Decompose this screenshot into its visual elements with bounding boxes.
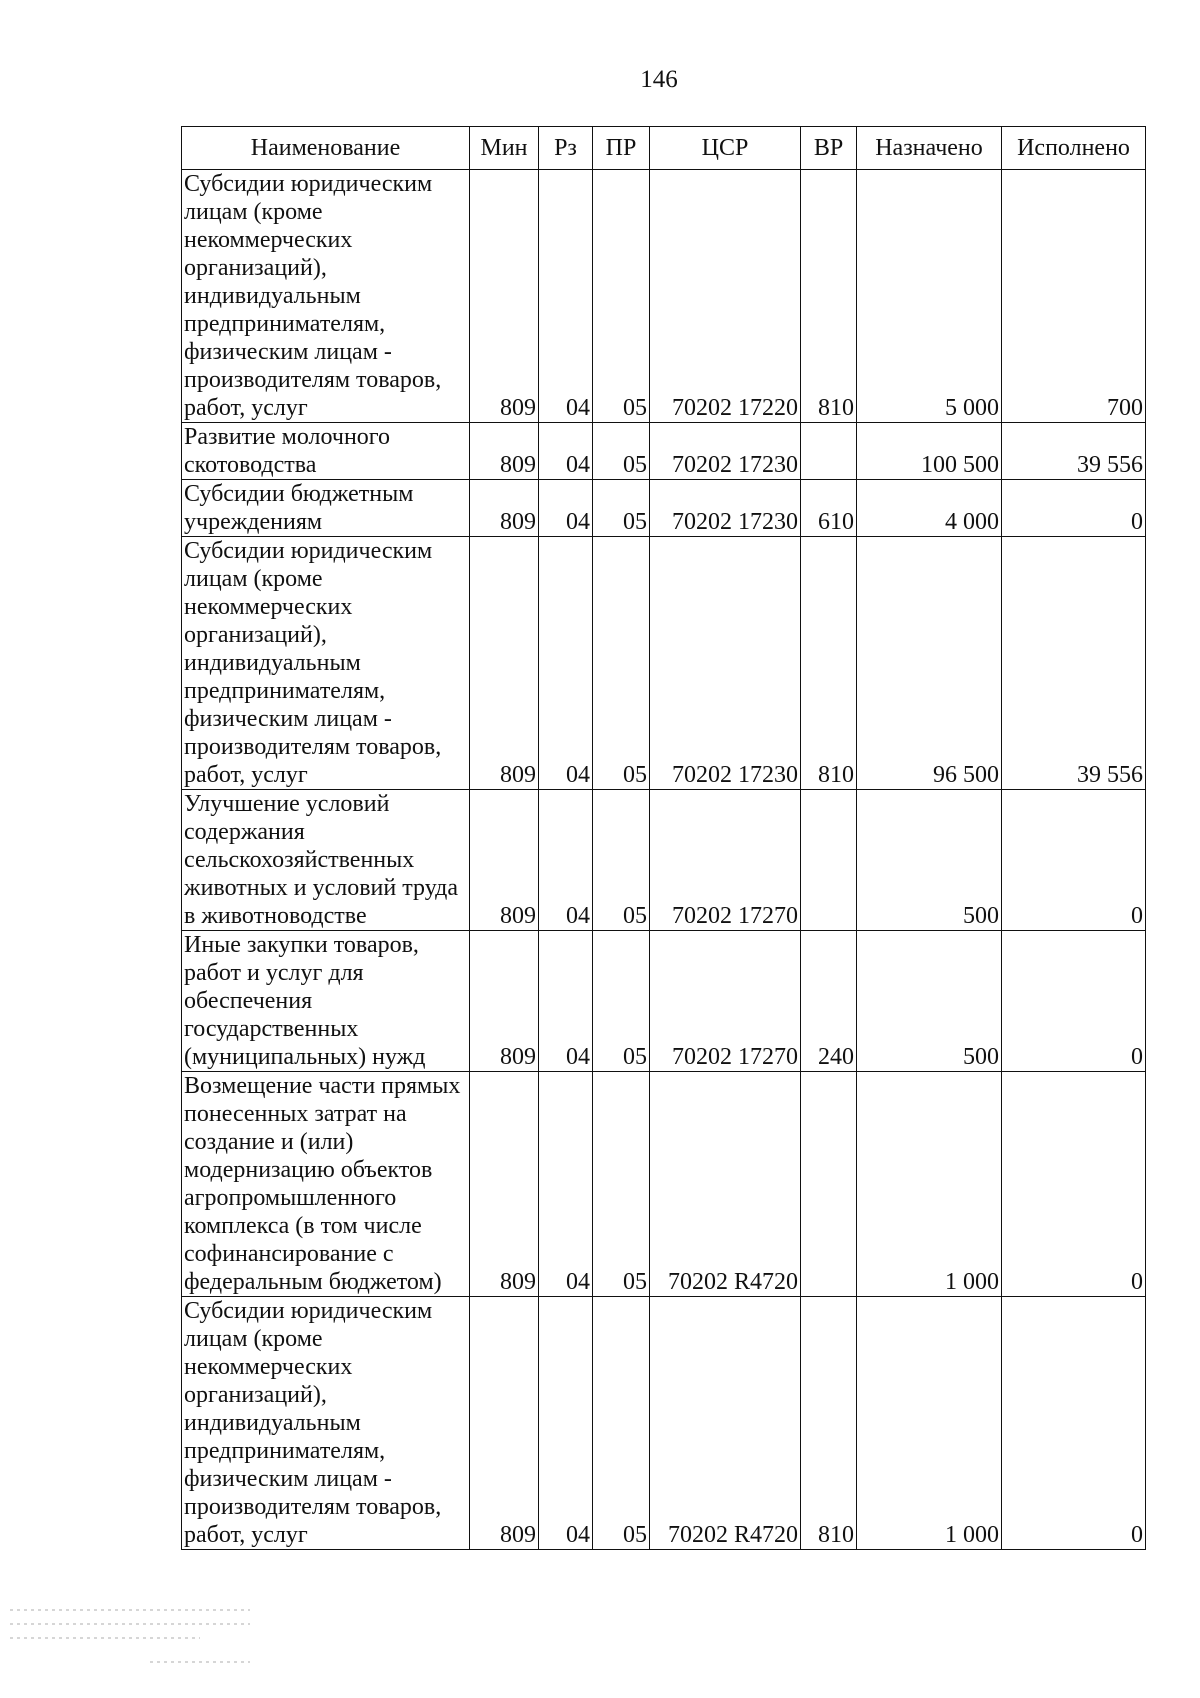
row-rz: 04	[539, 170, 593, 423]
row-pr: 05	[593, 537, 650, 790]
row-min: 809	[470, 790, 539, 931]
row-min: 809	[470, 423, 539, 480]
row-csr: 70202 R4720	[650, 1072, 801, 1297]
row-assigned: 1 000	[857, 1072, 1002, 1297]
row-assigned: 96 500	[857, 537, 1002, 790]
row-executed: 0	[1002, 790, 1146, 931]
row-rz: 04	[539, 537, 593, 790]
row-executed: 39 556	[1002, 423, 1146, 480]
row-pr: 05	[593, 1072, 650, 1297]
header-executed: Исполнено	[1002, 127, 1146, 170]
row-vr	[801, 790, 857, 931]
row-min: 809	[470, 1297, 539, 1550]
table-row	[182, 423, 1146, 480]
row-vr: 810	[801, 537, 857, 790]
row-min: 809	[470, 537, 539, 790]
table-row	[182, 1297, 1146, 1550]
row-assigned: 500	[857, 790, 1002, 931]
row-vr	[801, 1072, 857, 1297]
row-name: Улучшение условий содержания сельскохозяйственных животных и условий труда в животноводстве	[182, 790, 470, 931]
row-executed: 0	[1002, 931, 1146, 1072]
row-name: Субсидии юридическим лицам (кроме некоммерческих организаций), индивидуальным предпринимателям, физическим лицам - производителям товаров, работ, услуг	[182, 170, 470, 423]
row-csr: 70202 17230	[650, 423, 801, 480]
row-vr: 240	[801, 931, 857, 1072]
row-vr: 810	[801, 1297, 857, 1550]
row-rz: 04	[539, 1297, 593, 1550]
row-executed: 0	[1002, 480, 1146, 537]
header-name: Наименование	[182, 127, 470, 170]
row-name: Субсидии юридическим лицам (кроме некоммерческих организаций), индивидуальным предпринимателям, физическим лицам - производителям товаров, работ, услуг	[182, 537, 470, 790]
row-executed: 0	[1002, 1297, 1146, 1550]
row-csr: 70202 17270	[650, 931, 801, 1072]
row-assigned: 500	[857, 931, 1002, 1072]
row-assigned: 4 000	[857, 480, 1002, 537]
row-rz: 04	[539, 423, 593, 480]
header-vr: ВР	[801, 127, 857, 170]
table-row	[182, 480, 1146, 537]
row-name: Субсидии юридическим лицам (кроме некоммерческих организаций), индивидуальным предпринимателям, физическим лицам - производителям товаров, работ, услуг	[182, 1297, 470, 1550]
row-pr: 05	[593, 170, 650, 423]
table-row	[182, 1072, 1146, 1297]
row-min: 809	[470, 931, 539, 1072]
header-min: Мин	[470, 127, 539, 170]
row-rz: 04	[539, 790, 593, 931]
header-csr: ЦСР	[650, 127, 801, 170]
row-pr: 05	[593, 423, 650, 480]
row-csr: 70202 17220	[650, 170, 801, 423]
row-csr: 70202 17270	[650, 790, 801, 931]
row-assigned: 100 500	[857, 423, 1002, 480]
header-pr: ПР	[593, 127, 650, 170]
row-name: Субсидии бюджетным учреждениям	[182, 480, 470, 537]
row-name: Возмещение части прямых понесенных затрат на создание и (или) модернизацию объектов агропромышленного комплекса (в том числе софинансирование с федеральным бюджетом)	[182, 1072, 470, 1297]
row-pr: 05	[593, 790, 650, 931]
row-pr: 05	[593, 931, 650, 1072]
table-header-row	[182, 127, 1146, 170]
row-name: Иные закупки товаров, работ и услуг для обеспечения государственных (муниципальных) нужд	[182, 931, 470, 1072]
table-row	[182, 931, 1146, 1072]
row-rz: 04	[539, 480, 593, 537]
header-assigned: Назначено	[857, 127, 1002, 170]
row-pr: 05	[593, 480, 650, 537]
header-rz: Рз	[539, 127, 593, 170]
row-name: Развитие молочного скотоводства	[182, 423, 470, 480]
row-assigned: 5 000	[857, 170, 1002, 423]
row-min: 809	[470, 480, 539, 537]
row-pr: 05	[593, 1297, 650, 1550]
table-row	[182, 790, 1146, 931]
row-executed: 0	[1002, 1072, 1146, 1297]
row-rz: 04	[539, 1072, 593, 1297]
table-row	[182, 170, 1146, 423]
page-number: 146	[640, 66, 678, 93]
row-rz: 04	[539, 931, 593, 1072]
row-executed: 700	[1002, 170, 1146, 423]
row-vr	[801, 423, 857, 480]
row-min: 809	[470, 170, 539, 423]
row-vr: 810	[801, 170, 857, 423]
row-csr: 70202 R4720	[650, 1297, 801, 1550]
budget-table	[181, 126, 1146, 1550]
row-assigned: 1 000	[857, 1297, 1002, 1550]
row-csr: 70202 17230	[650, 480, 801, 537]
row-csr: 70202 17230	[650, 537, 801, 790]
faint-stamp-mark	[0, 1600, 260, 1670]
row-min: 809	[470, 1072, 539, 1297]
row-executed: 39 556	[1002, 537, 1146, 790]
row-vr: 610	[801, 480, 857, 537]
table-row	[182, 537, 1146, 790]
